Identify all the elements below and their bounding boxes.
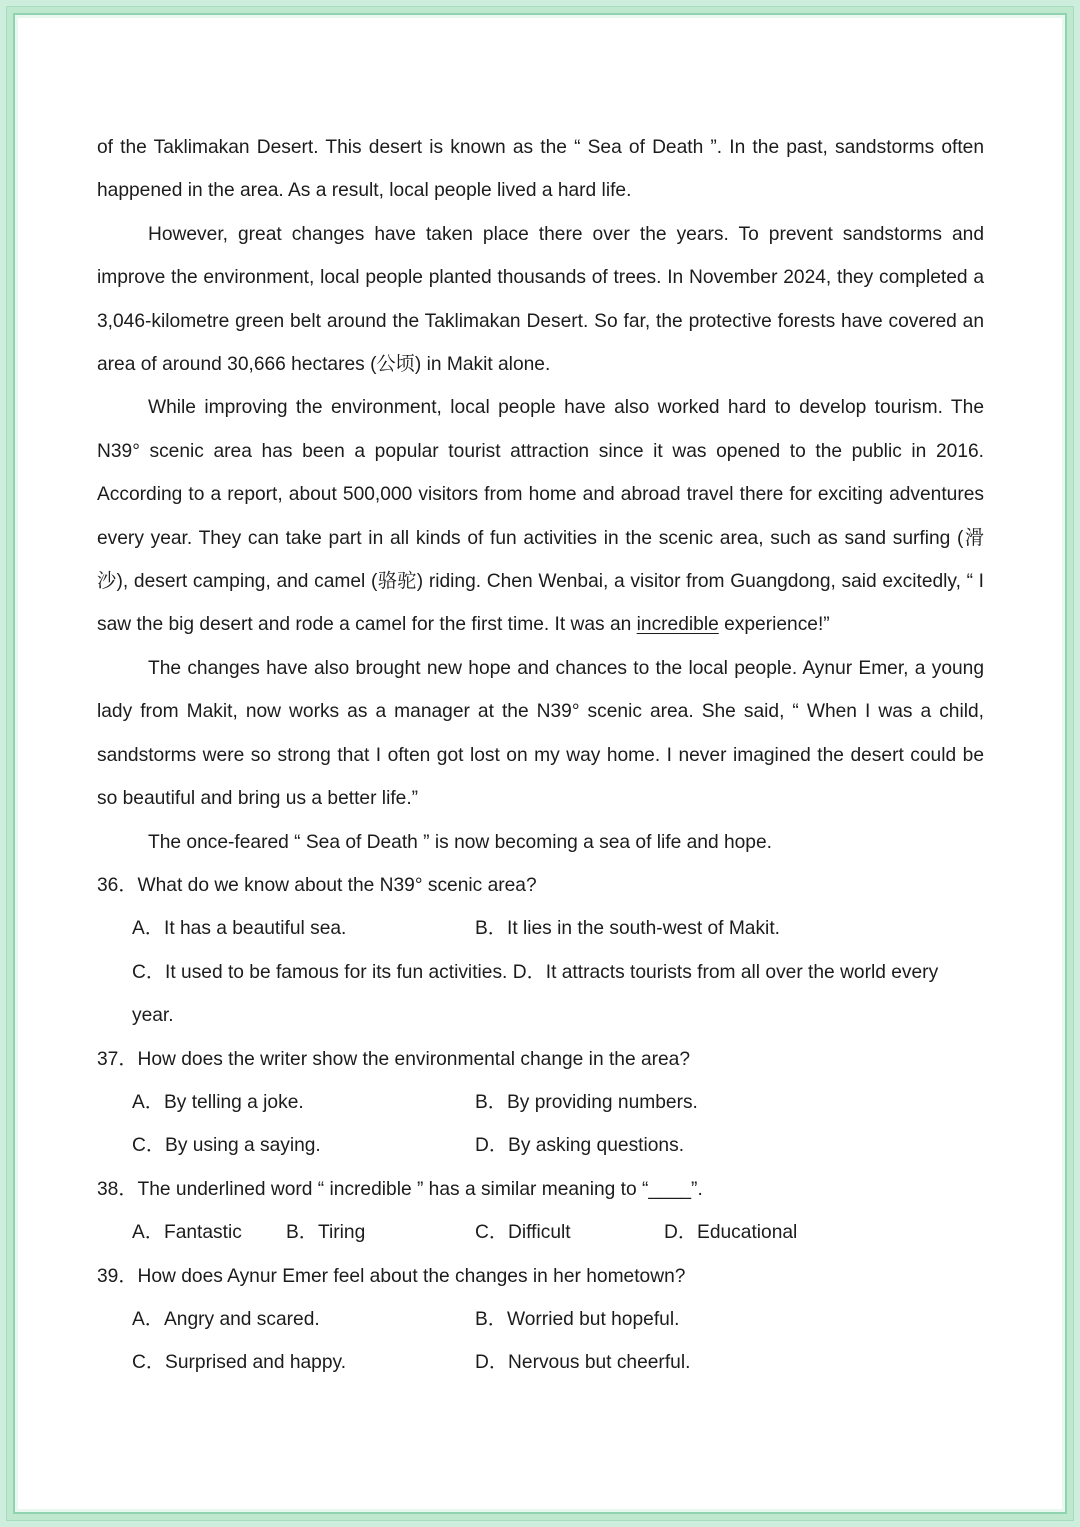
passage-paragraph-4: The changes have also brought new hope and chances to the local people. Aynur Emer, a young lady from Makit, now works as a manager at the N39° scenic area. She said, “ When I was a child, sandstorms were so strong that I often got lost on my way home. I never imagined the desert could be so beautiful and bring us a better life.”: [97, 657, 984, 810]
paragraph-3-text-end: experience!”: [718, 614, 830, 636]
question-39-option-c[interactable]: C．Surprised and happy.: [132, 1352, 347, 1374]
question-39-option-a[interactable]: A．Angry and scared.: [132, 1308, 320, 1330]
question-37-options: [97, 1081, 984, 1168]
question-36-option-c-d[interactable]: C．It used to be famous for its fun activities. D．It attracts tourists from all over the world every year.: [132, 961, 939, 1027]
passage-paragraph-3: [97, 386, 984, 646]
question-36-options: [97, 907, 984, 1037]
question-38-stem: 38．The underlined word “ incredible ” has a similar meaning to “____”.: [97, 1178, 703, 1200]
document-content: [97, 126, 984, 1385]
passage-paragraph-2: However, great changes have taken place there over the years. To prevent sandstorms and improve the environment, local people planted thousands of trees. In November 2024, they completed a 3,046-kilometre green belt around the Taklimakan Desert. So far, the protective forests have covered an area of around 30,666 hectares (公顷) in Makit alone.: [97, 223, 984, 376]
question-39-option-b[interactable]: B．Worried but hopeful.: [475, 1308, 680, 1330]
question-38-options: [97, 1211, 984, 1254]
question-36-option-b[interactable]: B．It lies in the south-west of Makit.: [475, 918, 780, 940]
question-39-stem: 39．How does Aynur Emer feel about the changes in her hometown?: [97, 1265, 686, 1287]
question-38-option-c[interactable]: C．Difficult: [475, 1222, 571, 1244]
question-36-option-a[interactable]: A．It has a beautiful sea.: [132, 918, 347, 940]
paragraph-3-text-start: While improving the environment, local people have also worked hard to develop tourism. The N39° scenic area has been a popular tourist attraction since it was opened to the public in 2016. According to a report, about 500,000 visitors from home and abroad travel there for exciting adventures every year. They can take part in all kinds of fun activities in the scenic area, such as sand surfing (滑沙), desert camping, and camel (骆驼) riding. Chen Wenbai, a visitor from Guangdong, said excitedly, “ I saw the big desert and rode a camel for the first time. It was an: [97, 397, 984, 636]
passage-paragraph-5: The once-feared “ Sea of Death ” is now becoming a sea of life and hope.: [148, 831, 772, 853]
question-37-stem: 37．How does the writer show the environmental change in the area?: [97, 1048, 691, 1070]
question-37-option-a[interactable]: A．By telling a joke.: [132, 1091, 304, 1113]
question-38-option-d[interactable]: D．Educational: [664, 1222, 798, 1244]
question-38-option-b[interactable]: B．Tiring: [286, 1222, 366, 1244]
question-37-option-c[interactable]: C．By using a saying.: [132, 1135, 321, 1157]
passage-paragraph-1: of the Taklimakan Desert. This desert is known as the “ Sea of Death ”. In the past, sandstorms often happened in the area. As a result, local people lived a hard life.: [97, 137, 984, 202]
underlined-word-incredible: incredible: [636, 614, 719, 636]
question-37-option-b[interactable]: B．By providing numbers.: [475, 1091, 698, 1113]
question-39-options: [97, 1298, 984, 1385]
question-39-option-d[interactable]: D．Nervous but cheerful.: [475, 1352, 691, 1374]
question-36-stem: 36．What do we know about the N39° scenic area?: [97, 874, 537, 896]
question-38-option-a[interactable]: A．Fantastic: [132, 1222, 242, 1244]
question-37-option-d[interactable]: D．By asking questions.: [475, 1135, 685, 1157]
